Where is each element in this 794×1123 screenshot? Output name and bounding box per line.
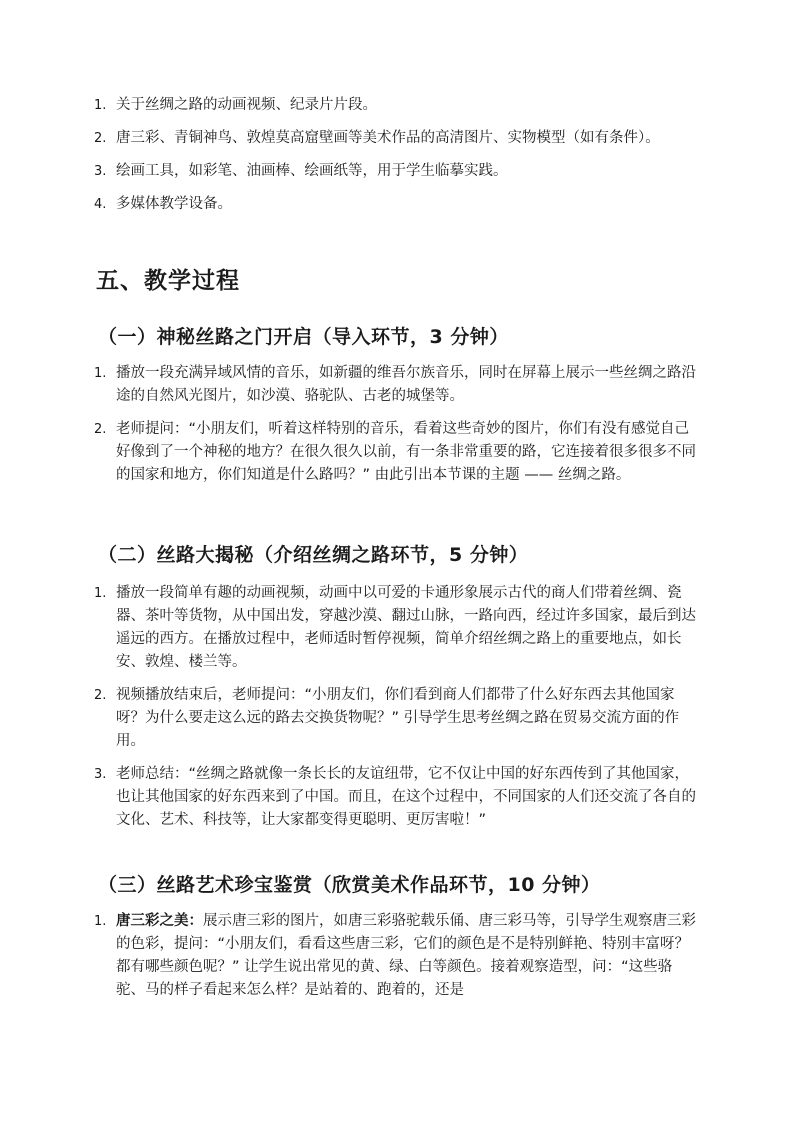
- list-body: 展示唐三彩的图片，如唐三彩骆驼载乐俑、唐三彩马等，引导学生观察唐三彩的色彩，提问：“小朋友们，看看这些唐三彩，它们的颜色是不是特别鲜艳、特别丰富呀？都有哪些颜色呢？” 让学生说出常见的黄、绿、白等颜色。接着观察造型，问：“这些骆驼、马的样子看起来怎么样？是站着的、跑着的，还是: [116, 913, 696, 998]
- materials-list: [94, 94, 698, 226]
- list-number: 4.: [94, 197, 107, 212]
- list-item: [94, 418, 698, 487]
- list-item: [94, 763, 698, 832]
- list-number: 1.: [94, 914, 107, 929]
- list-number: 3.: [94, 767, 107, 782]
- list-number: 1.: [94, 98, 107, 113]
- list-number: 2.: [94, 131, 107, 146]
- subsection-heading: （三）丝路艺术珍宝鉴赏（欣赏美术作品环节，10 分钟）: [98, 874, 601, 896]
- list-item: [94, 94, 698, 117]
- section-heading: 五、教学过程: [96, 267, 240, 294]
- list-item: [94, 362, 698, 408]
- list-text: 绘画工具，如彩笔、油画棒、绘画纸等，用于学生临摹实践。: [116, 163, 508, 179]
- list-item: [94, 160, 698, 183]
- list-text: 视频播放结束后，老师提问：“小朋友们，你们看到商人们都带了什么好东西去其他国家呀？为什么要走这么远的路去交换货物呢？” 引导学生思考丝绸之路在贸易交流方面的作用。: [116, 687, 680, 749]
- list-lead: 唐三彩之美：: [116, 913, 203, 929]
- list-item: [94, 684, 698, 753]
- list-number: 1.: [94, 366, 107, 381]
- list-text: 唐三彩、青铜神鸟、敦煌莫高窟壁画等美术作品的高清图片、实物模型（如有条件）。: [116, 130, 660, 146]
- list-text: 关于丝绸之路的动画视频、纪录片片段。: [116, 97, 377, 113]
- list-text: 多媒体教学设备。: [116, 196, 232, 212]
- list-number: 2.: [94, 688, 107, 703]
- list-item: [94, 910, 698, 1002]
- list-item: [94, 582, 698, 674]
- subsection-heading: （一）神秘丝路之门开启（导入环节，3 分钟）: [98, 326, 509, 348]
- part2-list: [94, 582, 698, 842]
- list-text: [116, 910, 698, 1002]
- list-text: 播放一段简单有趣的动画视频，动画中以可爱的卡通形象展示古代的商人们带着丝绸、瓷器、茶叶等货物，从中国出发，穿越沙漠、翻过山脉，一路向西，经过许多国家，最后到达遥远的西方。在播放过程中，老师适时暂停视频，简单介绍丝绸之路上的重要地点，如长安、敦煌、楼兰等。: [116, 585, 696, 670]
- list-number: 3.: [94, 164, 107, 179]
- list-text: 老师提问：“小朋友们，听着这样特别的音乐，看着这些奇妙的图片，你们有没有感觉自己好像到了一个神秘的地方？在很久很久以前，有一条非常重要的路，它连接着很多很多不同的国家和地方，你们知道是什么路吗？” 由此引出本节课的主题 —— 丝绸之路。: [116, 421, 696, 483]
- part1-list: [94, 362, 698, 497]
- part3-list: [94, 910, 698, 1012]
- list-item: [94, 127, 698, 150]
- list-item: [94, 193, 698, 216]
- list-number: 1.: [94, 586, 107, 601]
- list-text: 播放一段充满异域风情的音乐，如新疆的维吾尔族音乐，同时在屏幕上展示一些丝绸之路沿途的自然风光图片，如沙漠、骆驼队、古老的城堡等。: [116, 365, 696, 404]
- list-number: 2.: [94, 422, 107, 437]
- list-text: 老师总结：“丝绸之路就像一条长长的友谊纽带，它不仅让中国的好东西传到了其他国家，也让其他国家的好东西来到了中国。而且，在这个过程中，不同国家的人们还交流了各自的文化、艺术、科技等，让大家都变得更聪明、更厉害啦！”: [116, 766, 696, 828]
- subsection-heading: （二）丝路大揭秘（介绍丝绸之路环节，5 分钟）: [98, 544, 529, 566]
